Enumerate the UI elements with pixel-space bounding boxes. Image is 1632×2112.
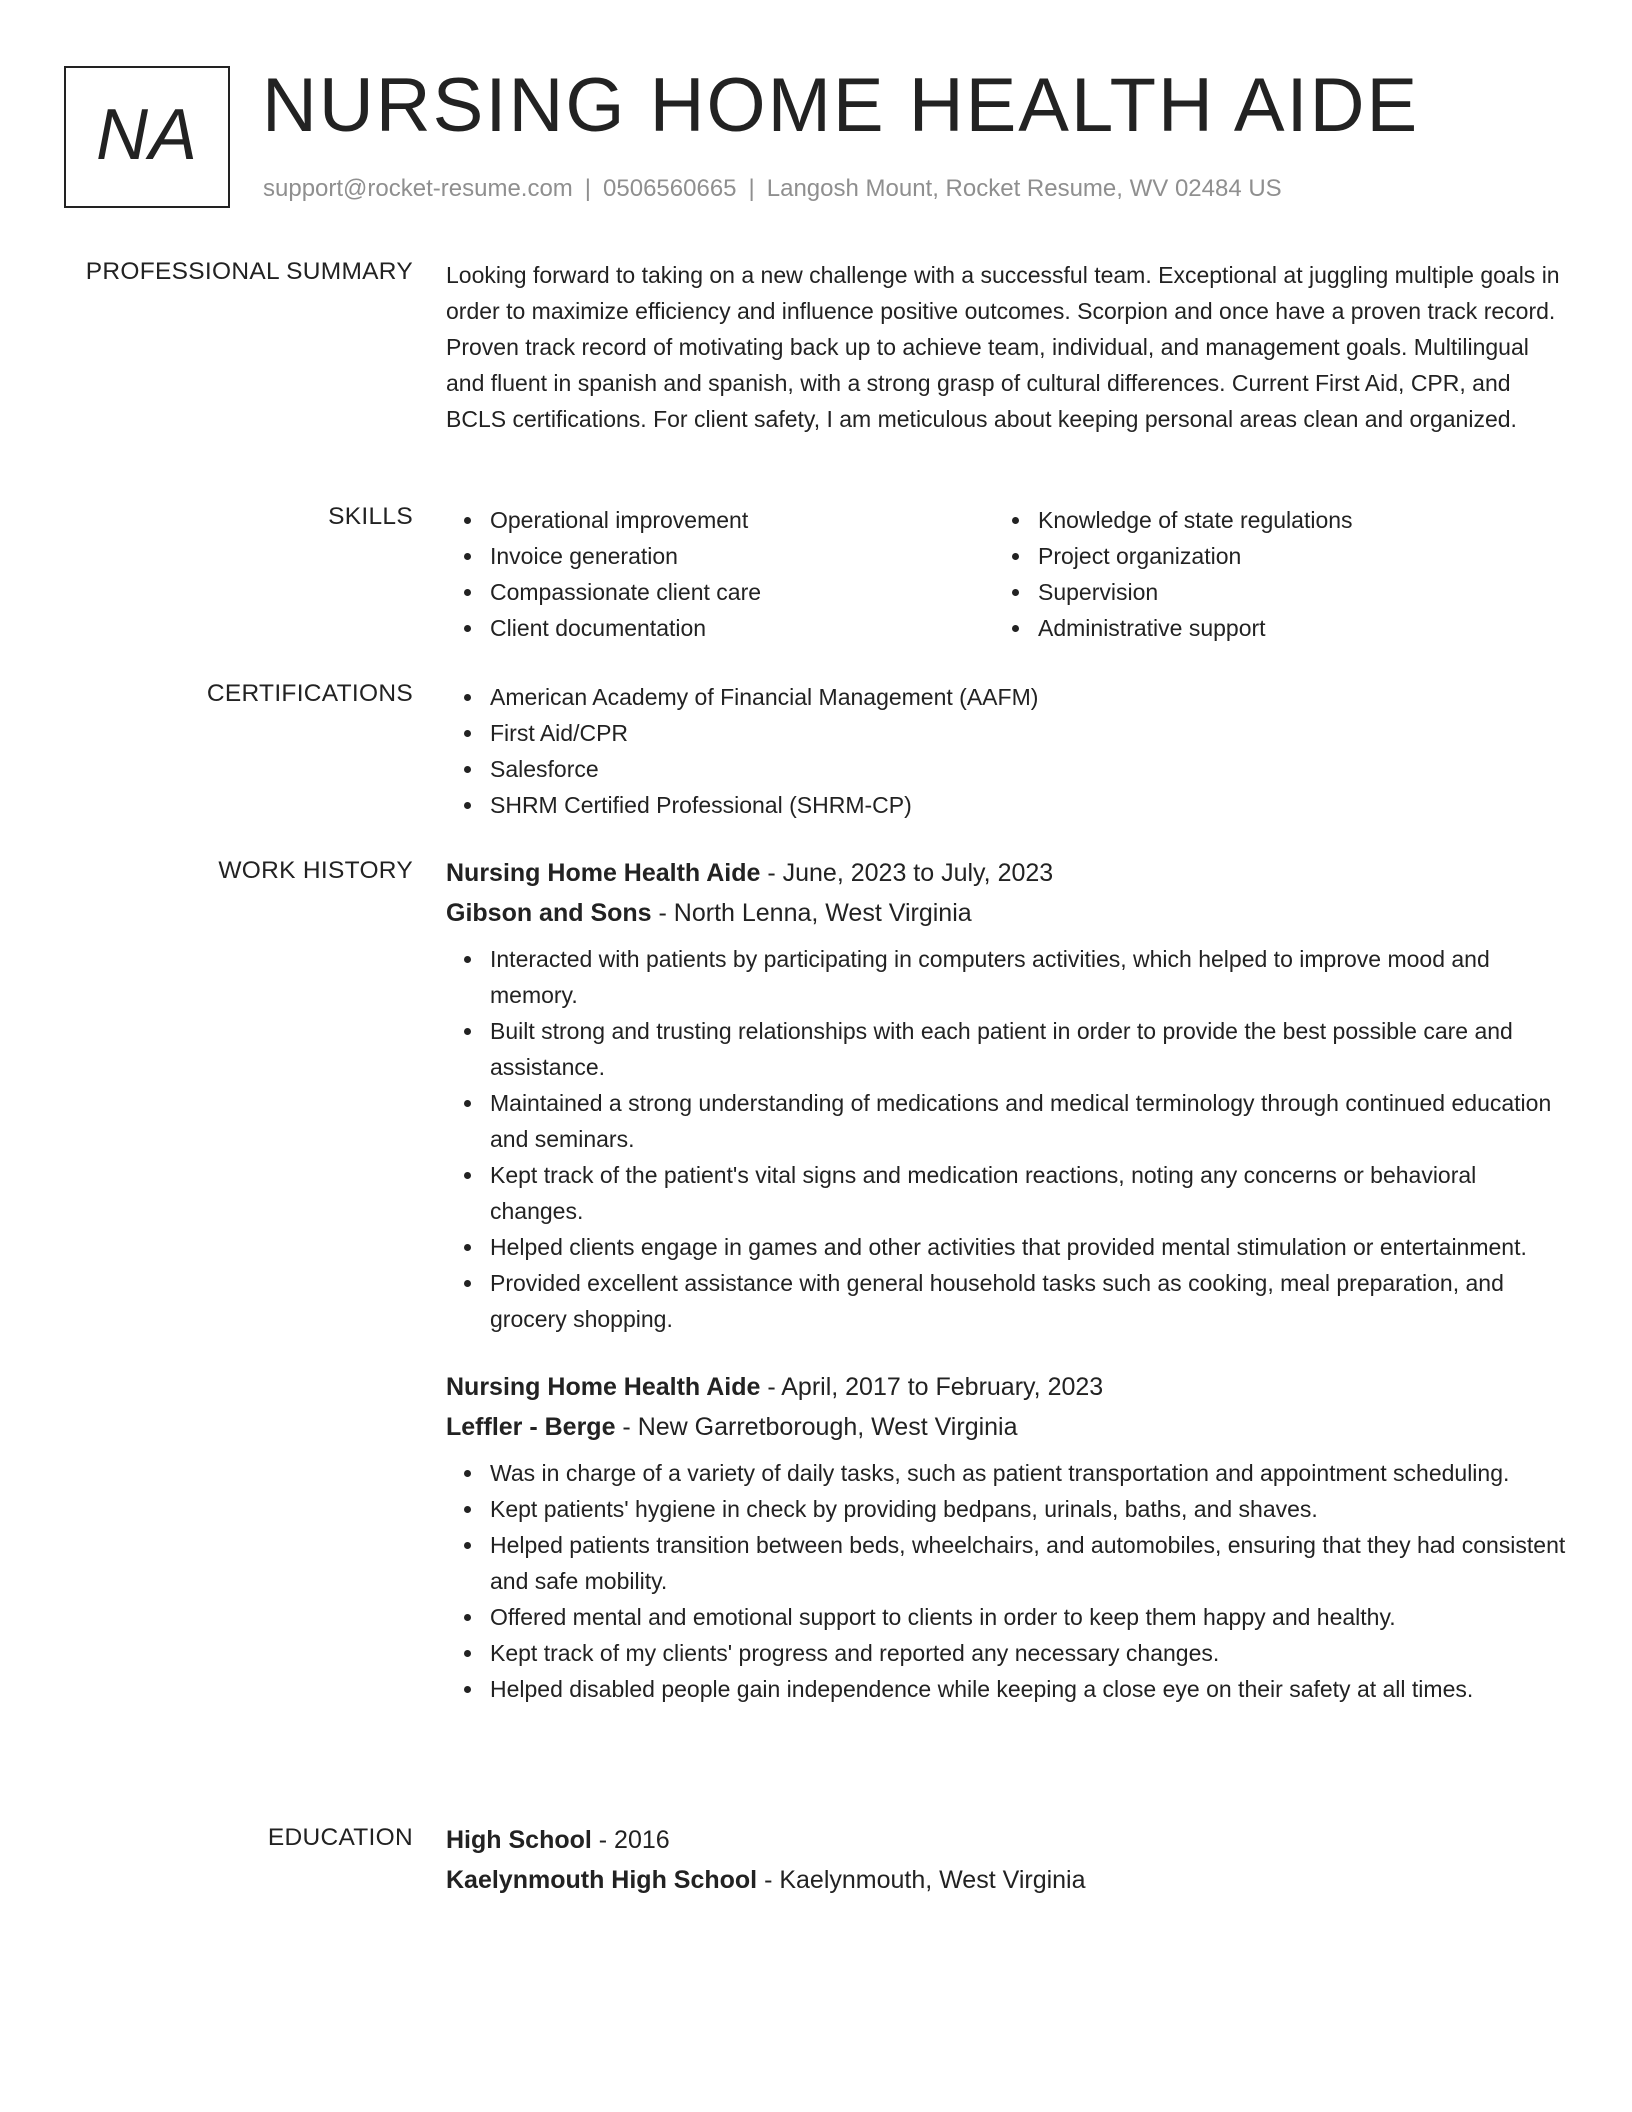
job-company-line xyxy=(446,1407,1566,1447)
contact-phone: 0506560665 xyxy=(603,175,737,202)
contact-separator: | xyxy=(748,175,755,202)
skill-item: Supervision xyxy=(994,574,1542,610)
job-duty-item: Interacted with patients by participating in computers activities, which helped to improve mood and memory. xyxy=(446,941,1566,1013)
job-title-line xyxy=(446,1367,1566,1407)
skills-list-left xyxy=(446,502,994,646)
job-company: Leffler - Berge xyxy=(446,1413,616,1441)
job-duty-item: Kept track of the patient's vital signs and medication reactions, noting any concerns or behavioral changes. xyxy=(446,1157,1566,1229)
job-duty-item: Kept patients' hygiene in check by providing bedpans, urinals, baths, and shaves. xyxy=(446,1491,1566,1527)
summary-text: Looking forward to taking on a new challenge with a successful team. Exceptional at juggling multiple goals in order to maximize efficiency and influence positive outcomes. Scorpion and once have a proven track record. Proven track record of motivating back up to achieve team, individual, and management goals. Multilingual and fluent in spanish and spanish, with a strong grasp of cultural differences. Current First Aid, CPR, and BCLS certifications. For client safety, I am meticulous about keeping personal areas clean and organized. xyxy=(446,262,1560,432)
skills-list-right xyxy=(994,502,1542,646)
skills-body xyxy=(446,502,1566,646)
section-title-work-history: WORK HISTORY xyxy=(218,857,413,884)
job-dates: - June, 2023 to July, 2023 xyxy=(760,859,1054,887)
monogram: NA xyxy=(95,95,199,175)
job-company: Gibson and Sons xyxy=(446,899,652,927)
skill-item: Client documentation xyxy=(446,610,994,646)
education-school-line xyxy=(446,1860,1566,1900)
contact-email: support@rocket-resume.com xyxy=(263,175,573,202)
job-role: Nursing Home Health Aide xyxy=(446,859,761,887)
section-title-education: EDUCATION xyxy=(267,1824,413,1851)
job-duty-item: Was in charge of a variety of daily tasks, such as patient transportation and appointment scheduling. xyxy=(446,1455,1566,1491)
job-duty-item: Helped clients engage in games and other activities that provided mental stimulation or entertainment. xyxy=(446,1229,1566,1265)
education-location: - Kaelynmouth, West Virginia xyxy=(757,1866,1086,1894)
education-year: - 2016 xyxy=(591,1826,670,1854)
section-title-summary: PROFESSIONAL SUMMARY xyxy=(85,258,413,285)
job-duty-item: Helped disabled people gain independence while keeping a close eye on their safety at all times. xyxy=(446,1671,1566,1707)
section-title-skills: SKILLS xyxy=(328,503,413,530)
job-dates: - April, 2017 to February, 2023 xyxy=(760,1373,1104,1401)
job-duties-list xyxy=(446,1455,1566,1707)
job-entry xyxy=(446,853,1566,1337)
job-company-line xyxy=(446,893,1566,933)
certification-item: First Aid/CPR xyxy=(446,715,1566,751)
job-duty-item: Kept track of my clients' progress and reported any necessary changes. xyxy=(446,1635,1566,1671)
certification-item: American Academy of Financial Management (AAFM) xyxy=(446,679,1566,715)
skill-item: Operational improvement xyxy=(446,502,994,538)
job-location: - New Garretborough, West Virginia xyxy=(615,1413,1018,1441)
monogram-box xyxy=(64,66,230,208)
skill-item: Administrative support xyxy=(994,610,1542,646)
work-history-body xyxy=(446,853,1566,1707)
candidate-name: NURSING HOME HEALTH AIDE xyxy=(262,63,1420,148)
certifications-body xyxy=(446,679,1566,823)
skill-item: Compassionate client care xyxy=(446,574,994,610)
contact-address: Langosh Mount, Rocket Resume, WV 02484 US xyxy=(766,175,1282,202)
skill-item: Knowledge of state regulations xyxy=(994,502,1542,538)
job-duties-list xyxy=(446,941,1566,1337)
education-degree-line xyxy=(446,1820,1566,1860)
certification-item: SHRM Certified Professional (SHRM-CP) xyxy=(446,787,1566,823)
certifications-list xyxy=(446,679,1566,823)
certification-item: Salesforce xyxy=(446,751,1566,787)
job-duty-item: Offered mental and emotional support to clients in order to keep them happy and healthy. xyxy=(446,1599,1566,1635)
section-title-certifications: CERTIFICATIONS xyxy=(206,680,413,707)
job-duty-item: Built strong and trusting relationships with each patient in order to provide the best possible care and assistance. xyxy=(446,1013,1566,1085)
education-school: Kaelynmouth High School xyxy=(446,1866,758,1894)
contact-line xyxy=(263,175,1282,203)
skill-item: Project organization xyxy=(994,538,1542,574)
skill-item: Invoice generation xyxy=(446,538,994,574)
job-entry xyxy=(446,1367,1566,1707)
education-degree: High School xyxy=(446,1826,592,1854)
resume-header xyxy=(64,63,1564,211)
contact-separator: | xyxy=(584,175,592,202)
education-body xyxy=(446,1820,1566,1900)
job-title-line xyxy=(446,853,1566,893)
job-role: Nursing Home Health Aide xyxy=(446,1373,761,1401)
job-duty-item: Provided excellent assistance with general household tasks such as cooking, meal preparation, and grocery shopping. xyxy=(446,1265,1566,1337)
job-duty-item: Helped patients transition between beds, wheelchairs, and automobiles, ensuring that they had consistent and safe mobility. xyxy=(446,1527,1566,1599)
job-duty-item: Maintained a strong understanding of medications and medical terminology through continued education and seminars. xyxy=(446,1085,1566,1157)
job-location: - North Lenna, West Virginia xyxy=(651,899,972,927)
